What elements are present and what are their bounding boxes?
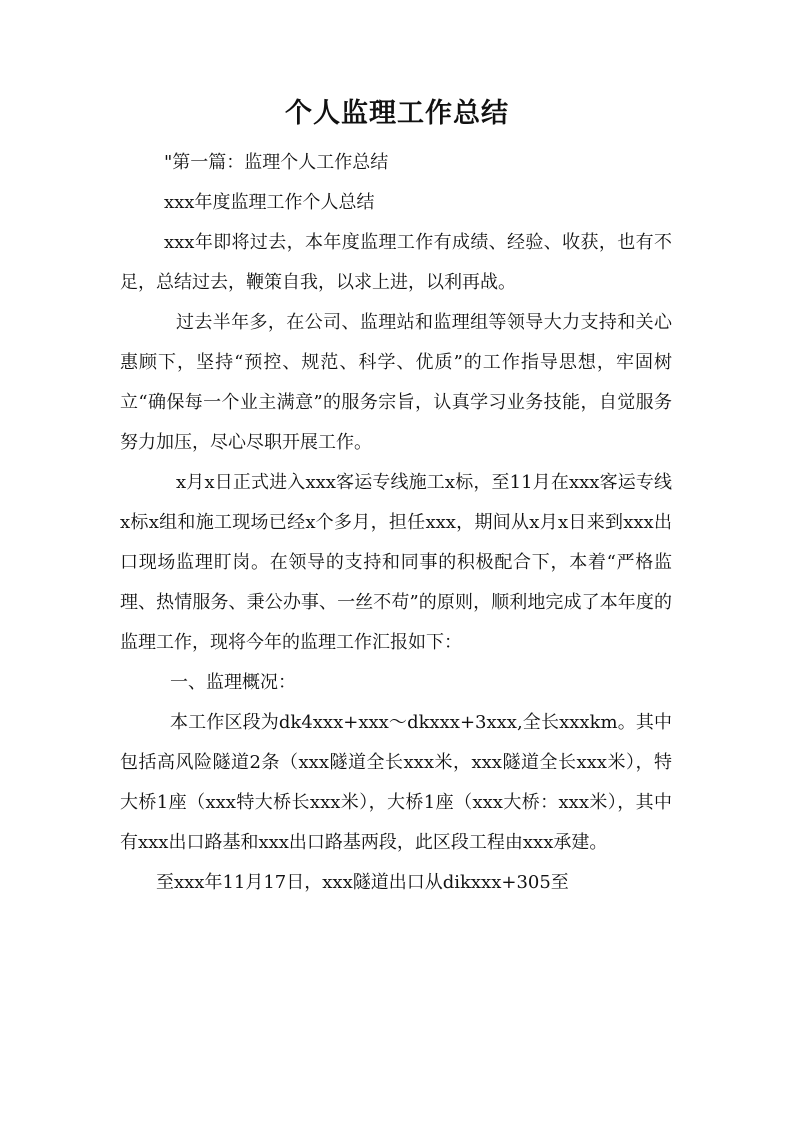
paragraph-intro: xxx年即将过去，本年度监理工作有成绩、经验、收获，也有不足，总结过去，鞭策自我，以求上进，以利再战。: [120, 232, 672, 293]
paragraph-subtitle: xxx年度监理工作个人总结: [164, 192, 375, 213]
document-title: 个人监理工作总结: [285, 98, 509, 129]
document-body: [120, 143, 672, 903]
section-heading-overview: 一、监理概况：: [170, 672, 296, 693]
paragraph-heading-first-article: "第一篇：监理个人工作总结: [164, 152, 389, 173]
paragraph-overview: 本工作区段为dk4xxx+xxx～dkxxx+3xxx,全长xxxkm。其中包括高风险隧道2条（xxx隧道全长xxx米，xxx隧道全长xxx米），特大桥1座（xxx特大桥长xxx米），大桥1座（xxx大桥：xxx米），其中有xxx出口路基和xxx出口路基两段，此区段工程由xxx承建。: [120, 712, 672, 853]
paragraph-assignment: x月x日正式进入xxx客运专线施工x标，至11月在xxx客运专线x标x组和施工现场已经x个多月，担任xxx，期间从x月x日来到xxx出口现场监理盯岗。在领导的支持和同事的积极配合下，本着“严格监理、热情服务、秉公办事、一丝不苟”的原则，顺利地完成了本年度的监理工作，现将今年的监理工作汇报如下：: [120, 472, 672, 653]
paragraph-progress: 至xxx年11月17日，xxx隧道出口从dikxxx+305至: [156, 872, 569, 893]
paragraph-guidance: 过去半年多，在公司、监理站和监理组等领导大力支持和关心惠顾下，坚持“预控、规范、科学、优质”的工作指导思想，牢固树立“确保每一个业主满意”的服务宗旨，认真学习业务技能，自觉服务努力加压，尽心尽职开展工作。: [120, 312, 672, 453]
